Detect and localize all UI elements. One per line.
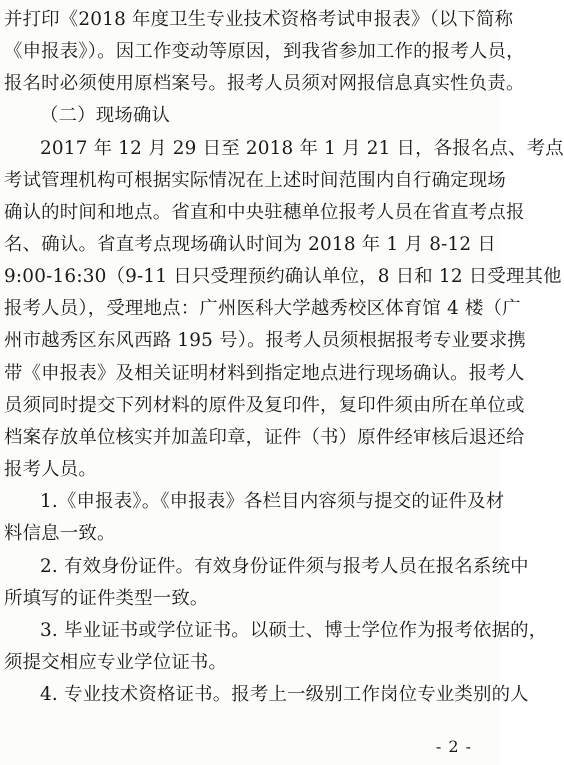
- list-item-1-line-1: 1.《申报表》。《申报表》各栏目内容须与提交的证件及材: [40, 491, 505, 512]
- list-item-2-line-2: 所填写的证件类型一致。: [4, 588, 209, 609]
- text-line-15: 报考人员。: [4, 459, 97, 480]
- list-item-4-line-1: 4. 专业技术资格证书。报考上一级别工作岗位专业类别的人: [40, 684, 529, 705]
- text-line-11: 州市越秀区东风西路 195 号）。报考人员须根据报考专业要求携: [4, 330, 526, 351]
- text-line-10: 报考人员），受理地点：广州医科大学越秀校区体育馆 4 楼（广: [4, 298, 521, 319]
- text-line-7: 确认的时间和地点。省直和中央驻穗单位报考人员在省直考点报: [4, 202, 525, 223]
- text-line-13: 员须同时提交下列材料的原件及复印件，复印件须由所在单位或: [4, 395, 525, 416]
- text-line-14: 档案存放单位核实并加盖印章，证件（书）原件经审核后退还给: [4, 427, 525, 448]
- text-line-9: 9:00-16:30（9-11 日只受理预约确认单位，8 日和 12 日受理其他: [4, 266, 562, 287]
- text-line-12: 带《申报表》及相关证明材料到指定地点进行现场确认。报考人: [4, 363, 525, 384]
- list-item-2-line-1: 2. 有效身份证件。有效身份证件须与报考人员在报名系统中: [40, 556, 529, 577]
- list-item-3-line-2: 须提交相应专业学位证书。: [4, 652, 228, 673]
- text-line-8: 名、确认。省直考点现场确认时间为 2018 年 1 月 8-12 日: [4, 234, 496, 255]
- list-item-3-line-1: 3. 毕业证书或学位证书。以硕士、博士学位作为报考依据的，: [40, 620, 548, 641]
- text-line-6: 考试管理机构可根据实际情况在上述时间范围内自行确定现场: [4, 170, 506, 191]
- text-line-2: 《申报表》）。因工作变动等原因，到我省参加工作的报考人员，: [4, 41, 525, 62]
- page-number: - 2 -: [435, 737, 472, 756]
- text-line-1: 并打印《2018 年度卫生专业技术资格考试申报表》（以下简称: [4, 9, 514, 30]
- text-line-5: 2017 年 12 月 29 日至 2018 年 1 月 21 日，各报名点、考点: [40, 138, 564, 159]
- list-item-1-line-2: 料信息一致。: [4, 523, 116, 544]
- text-line-3: 报名时必须使用原档案号。报考人员须对网报信息真实性负责。: [4, 73, 525, 94]
- section-heading: （二）现场确认: [40, 105, 171, 126]
